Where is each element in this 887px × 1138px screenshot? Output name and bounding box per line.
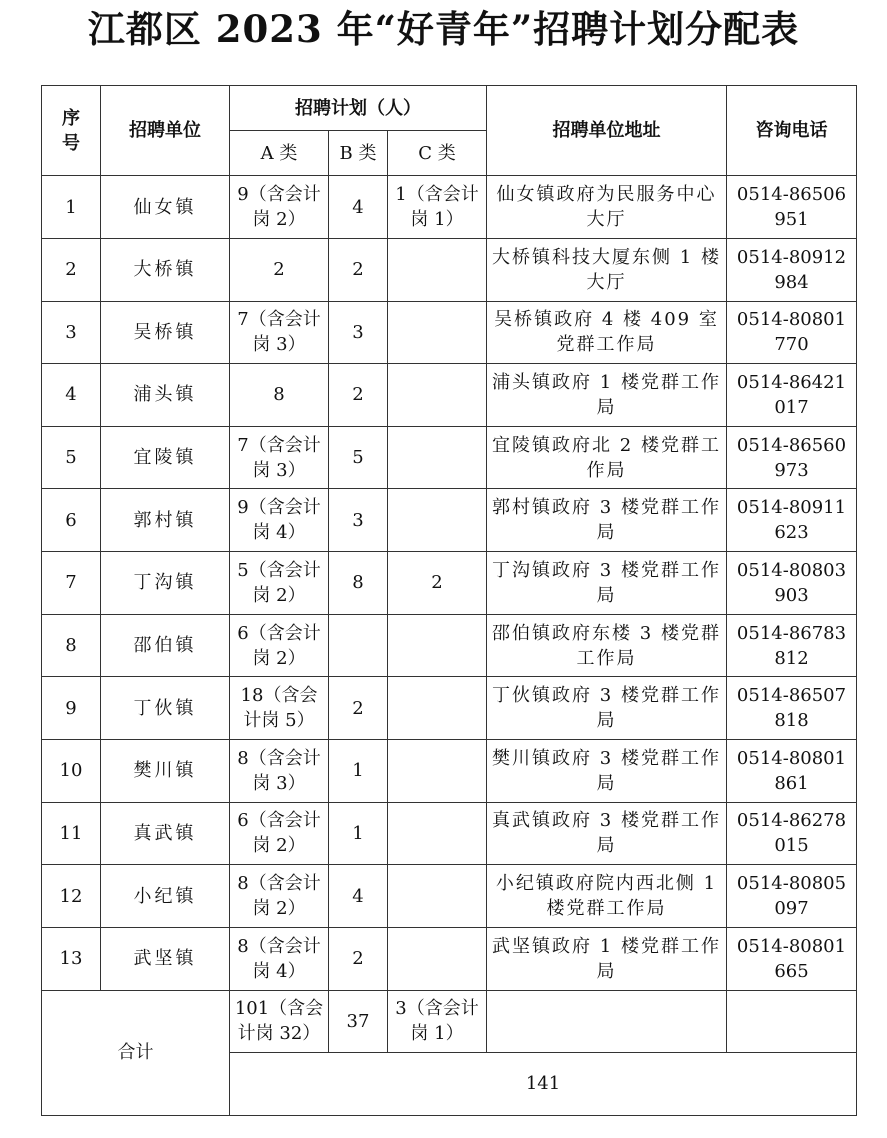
row-phone [727, 865, 857, 928]
table-row [42, 489, 857, 552]
row-c [388, 489, 487, 552]
total-a: 101（含会计岗 32） [230, 990, 329, 1052]
row-seq: 9 [42, 677, 101, 740]
row-b: 2 [329, 677, 388, 740]
row-c [388, 802, 487, 865]
row-phone-2: 812 [774, 647, 809, 669]
header-address: 招聘单位地址 [487, 86, 727, 176]
row-unit: 武坚镇 [101, 927, 230, 990]
row-phone-2: 984 [774, 271, 809, 293]
row-c [388, 865, 487, 928]
table-row [42, 927, 857, 990]
row-phone-2: 861 [774, 772, 809, 794]
row-seq: 12 [42, 865, 101, 928]
row-phone [727, 426, 857, 489]
row-unit: 大桥镇 [101, 238, 230, 301]
row-address: 樊川镇政府 3 楼党群工作局 [487, 739, 727, 802]
table-row [42, 802, 857, 865]
row-unit: 宜陵镇 [101, 426, 230, 489]
header-seq-line2: 号 [62, 132, 80, 154]
row-b: 3 [329, 301, 388, 364]
row-phone-1: 0514-86506 [736, 184, 847, 206]
row-phone [727, 614, 857, 677]
row-unit: 樊川镇 [101, 739, 230, 802]
row-phone-1: 0514-80801 [736, 935, 847, 957]
row-seq: 3 [42, 301, 101, 364]
row-phone [727, 552, 857, 615]
row-phone-1: 0514-86783 [736, 622, 847, 644]
row-unit: 丁沟镇 [101, 552, 230, 615]
header-plan: 招聘计划（人） [230, 86, 487, 131]
row-seq: 4 [42, 364, 101, 427]
row-phone-1: 0514-86507 [736, 685, 847, 707]
row-address: 邵伯镇政府东楼 3 楼党群工作局 [487, 614, 727, 677]
row-phone-2: 951 [774, 209, 809, 231]
row-phone [727, 364, 857, 427]
row-address: 仙女镇政府为民服务中心大厅 [487, 176, 727, 239]
row-c [388, 426, 487, 489]
total-c: 3（含会计岗 1） [388, 990, 487, 1052]
row-b: 3 [329, 489, 388, 552]
row-a: 6（含会计岗 2） [230, 802, 329, 865]
row-seq: 13 [42, 927, 101, 990]
row-unit: 郭村镇 [101, 489, 230, 552]
row-phone-1: 0514-80803 [736, 559, 847, 581]
row-phone-1: 0514-80911 [736, 497, 847, 519]
row-address: 浦头镇政府 1 楼党群工作局 [487, 364, 727, 427]
header-c: C 类 [388, 131, 487, 176]
grand-total: 141 [230, 1052, 857, 1115]
row-phone [727, 739, 857, 802]
row-phone-1: 0514-80805 [736, 873, 847, 895]
row-address: 郭村镇政府 3 楼党群工作局 [487, 489, 727, 552]
total-phone-empty [727, 990, 857, 1052]
row-b: 1 [329, 802, 388, 865]
header-seq-line1: 序 [62, 107, 80, 129]
row-c [388, 677, 487, 740]
row-address: 宜陵镇政府北 2 楼党群工作局 [487, 426, 727, 489]
total-b: 37 [329, 990, 388, 1052]
header-a: A 类 [230, 131, 329, 176]
row-unit: 真武镇 [101, 802, 230, 865]
row-phone-2: 097 [774, 898, 809, 920]
row-phone-1: 0514-80912 [736, 246, 847, 268]
table-row [42, 552, 857, 615]
row-b: 8 [329, 552, 388, 615]
table-row [42, 238, 857, 301]
table-row [42, 739, 857, 802]
row-c [388, 364, 487, 427]
total-address-empty [487, 990, 727, 1052]
row-phone-2: 665 [774, 960, 809, 982]
row-a: 8 [230, 364, 329, 427]
row-c [388, 238, 487, 301]
row-unit: 仙女镇 [101, 176, 230, 239]
row-seq: 10 [42, 739, 101, 802]
row-address: 丁伙镇政府 3 楼党群工作局 [487, 677, 727, 740]
row-a: 9（含会计岗 4） [230, 489, 329, 552]
row-a: 9（含会计岗 2） [230, 176, 329, 239]
row-phone-2: 017 [774, 396, 809, 418]
row-b: 2 [329, 364, 388, 427]
row-unit: 浦头镇 [101, 364, 230, 427]
row-phone-2: 623 [774, 522, 809, 544]
row-address: 大桥镇科技大厦东侧 1 楼大厅 [487, 238, 727, 301]
row-phone-1: 0514-80801 [736, 747, 847, 769]
row-address: 真武镇政府 3 楼党群工作局 [487, 802, 727, 865]
row-b: 5 [329, 426, 388, 489]
header-seq [42, 86, 101, 176]
row-unit: 吴桥镇 [101, 301, 230, 364]
row-b: 2 [329, 927, 388, 990]
row-seq: 5 [42, 426, 101, 489]
row-phone [727, 176, 857, 239]
page-title: 江都区 2023 年“好青年”招聘计划分配表 [87, 7, 800, 51]
row-seq: 8 [42, 614, 101, 677]
row-seq: 6 [42, 489, 101, 552]
row-phone [727, 677, 857, 740]
row-a: 8（含会计岗 2） [230, 865, 329, 928]
row-phone-1: 0514-86560 [736, 434, 847, 456]
header-b: B 类 [329, 131, 388, 176]
row-phone [727, 238, 857, 301]
row-c [388, 301, 487, 364]
row-a: 2 [230, 238, 329, 301]
row-address: 武坚镇政府 1 楼党群工作局 [487, 927, 727, 990]
row-a: 18（含会计岗 5） [230, 677, 329, 740]
row-phone [727, 927, 857, 990]
row-phone-1: 0514-86421 [736, 371, 847, 393]
row-a: 8（含会计岗 4） [230, 927, 329, 990]
row-b: 1 [329, 739, 388, 802]
row-seq: 2 [42, 238, 101, 301]
row-phone-2: 903 [774, 584, 809, 606]
row-c [388, 614, 487, 677]
row-phone-2: 973 [774, 459, 809, 481]
row-unit: 丁伙镇 [101, 677, 230, 740]
table-row [42, 426, 857, 489]
table-row [42, 301, 857, 364]
row-seq: 7 [42, 552, 101, 615]
row-c [388, 739, 487, 802]
row-b: 4 [329, 176, 388, 239]
row-a: 5（含会计岗 2） [230, 552, 329, 615]
row-c: 2 [388, 552, 487, 615]
total-row [42, 990, 857, 1052]
allocation-table [41, 85, 857, 1116]
row-c [388, 927, 487, 990]
row-b [329, 614, 388, 677]
table-row [42, 614, 857, 677]
table-row [42, 176, 857, 239]
row-unit: 邵伯镇 [101, 614, 230, 677]
row-a: 6（含会计岗 2） [230, 614, 329, 677]
row-phone [727, 301, 857, 364]
row-phone-2: 770 [774, 334, 809, 356]
header-row [42, 86, 857, 131]
table-row [42, 364, 857, 427]
row-phone [727, 802, 857, 865]
row-phone-2: 818 [774, 710, 809, 732]
row-phone-1: 0514-86278 [736, 810, 847, 832]
row-unit: 小纪镇 [101, 865, 230, 928]
table-row [42, 865, 857, 928]
row-a: 7（含会计岗 3） [230, 301, 329, 364]
row-phone-2: 015 [774, 835, 809, 857]
row-phone-1: 0514-80801 [736, 309, 847, 331]
table-row [42, 677, 857, 740]
row-address: 吴桥镇政府 4 楼 409 室党群工作局 [487, 301, 727, 364]
row-b: 4 [329, 865, 388, 928]
header-phone: 咨询电话 [727, 86, 857, 176]
row-b: 2 [329, 238, 388, 301]
row-c: 1（含会计岗 1） [388, 176, 487, 239]
row-seq: 1 [42, 176, 101, 239]
total-label: 合计 [42, 990, 230, 1115]
header-unit: 招聘单位 [101, 86, 230, 176]
row-a: 7（含会计岗 3） [230, 426, 329, 489]
row-phone [727, 489, 857, 552]
row-seq: 11 [42, 802, 101, 865]
row-address: 小纪镇政府院内西北侧 1 楼党群工作局 [487, 865, 727, 928]
row-address: 丁沟镇政府 3 楼党群工作局 [487, 552, 727, 615]
row-a: 8（含会计岗 3） [230, 739, 329, 802]
